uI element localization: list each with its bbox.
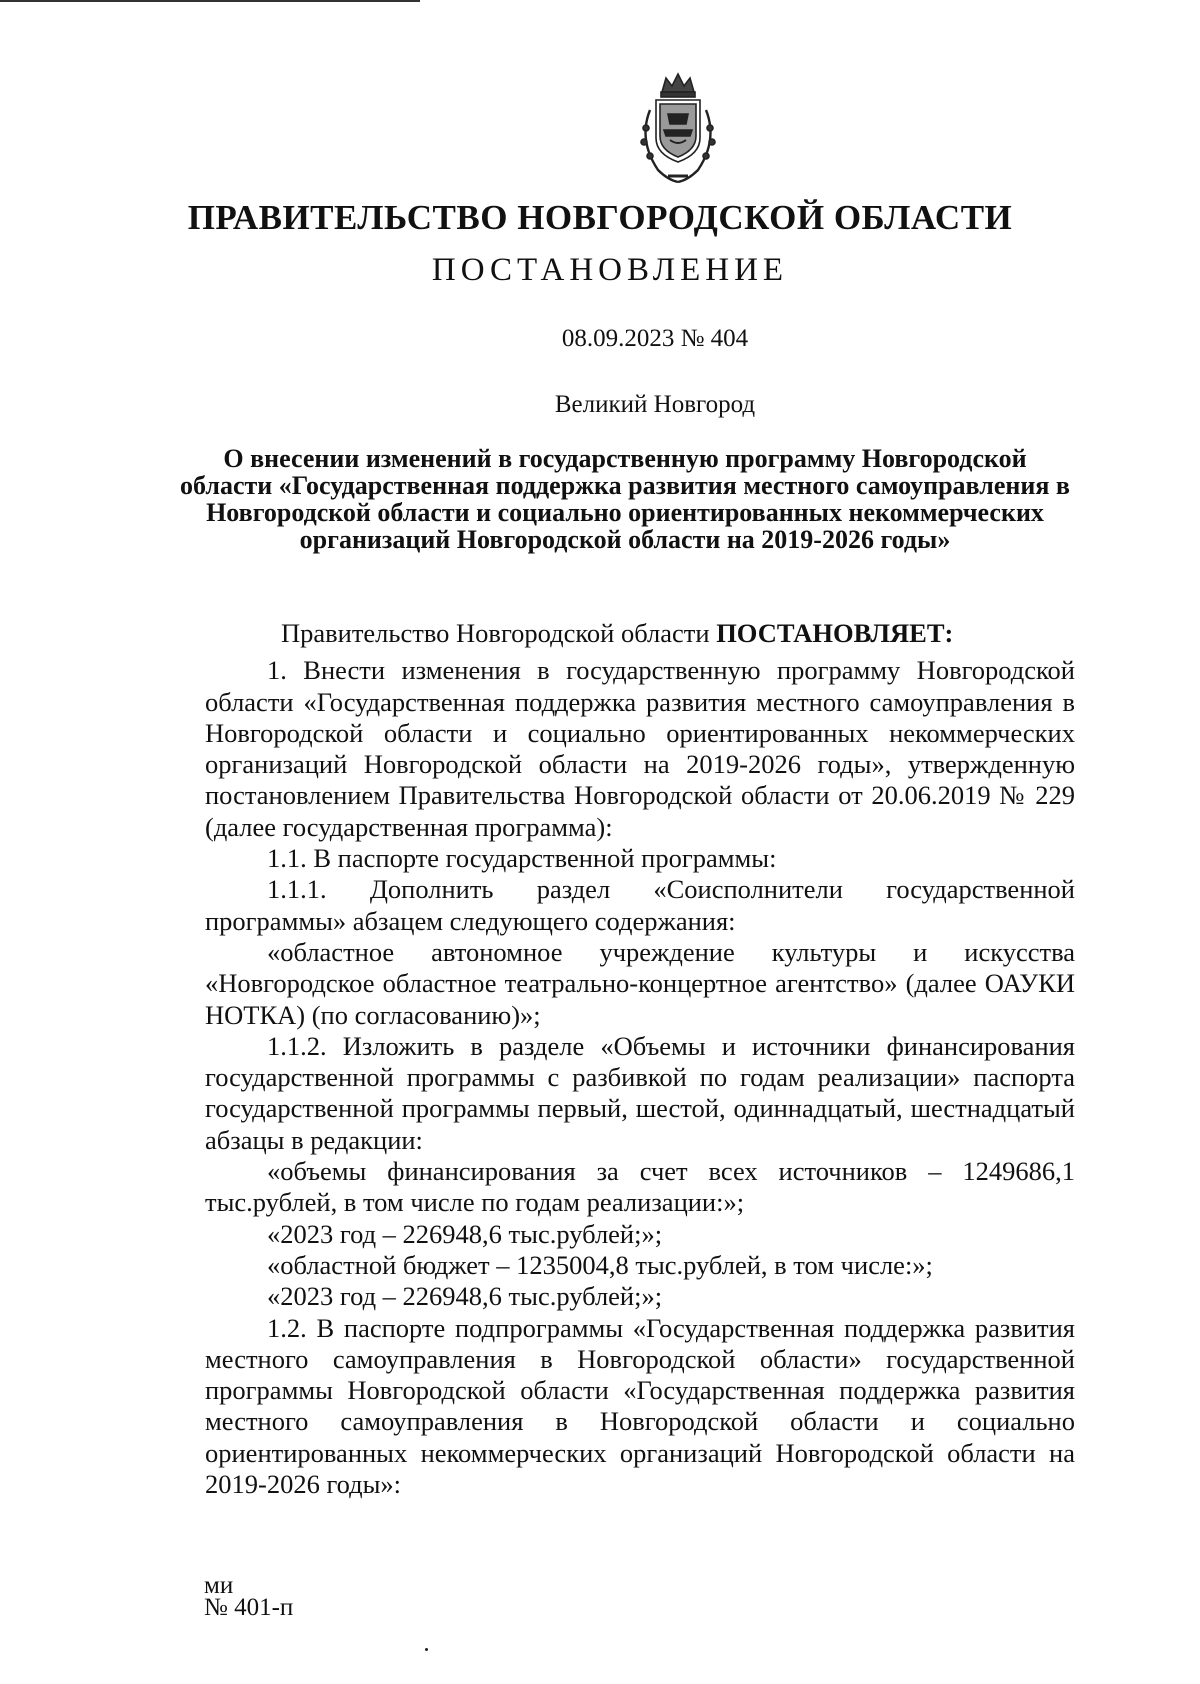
- paragraph-quote-regional-budget: «областной бюджет – 1235004,8 тыс.рублей, в том числе:»;: [267, 1249, 933, 1280]
- paragraph-quote-coexecutor: «областное автономное учреждение культуры и искусства «Новгородское областное театрально-концертное агентство» (далее ОАУКИ НОТКА) (по согласованию)»;: [205, 936, 1075, 1030]
- footer-number: № 401-п: [204, 1594, 294, 1621]
- preamble-emphasis: ПОСТАНОВЛЯЕТ:: [716, 618, 954, 648]
- paragraph-1-1-2: 1.1.2. Изложить в разделе «Объемы и источники финансирования государственной программы с разбивкой по годам реализации» паспорта государственной программы первый, шестой, одиннадцатый, шестнадцатый абзацы в редакции:: [205, 1030, 1075, 1155]
- paragraph-quote-2023-regional: «2023 год – 226948,6 тыс.рублей;»;: [267, 1281, 663, 1312]
- scan-dot: [425, 1648, 428, 1651]
- document-body: [205, 618, 1075, 1500]
- scan-edge-line: [0, 0, 420, 2]
- paragraph-1-2: 1.2. В паспорте подпрограммы «Государственная поддержка развития местного самоуправления в Новгородской области» государственной программы Новгородской области «Государственная поддержка развития местного самоуправления в Новгородской области и социально ориентированных некоммерческих организаций Новгородской области на 2019-2026 годы»:: [205, 1312, 1075, 1500]
- paragraph-quote-2023-total: «2023 год – 226948,6 тыс.рублей;»;: [267, 1218, 663, 1249]
- footer-initials: ми: [204, 1572, 234, 1599]
- paragraph-1: 1. Внести изменения в государственную программу Новгородской области «Государственная поддержка развития местного самоуправления в Новгородской области и социально ориентированных некоммерческих организаций Новгородской области на 2019-2026 годы», утвержденную постановлением Правительства Новгородской области от 20.06.2019 № 229 (далее государственная программа):: [205, 655, 1075, 842]
- document-type: ПОСТАНОВЛЕНИЕ: [431, 252, 789, 288]
- document-city: Великий Новгород: [554, 391, 756, 418]
- preamble: [205, 618, 1075, 649]
- paragraph-1-1-1: 1.1.1. Дополнить раздел «Соисполнители государственной программы» абзацем следующего содержания:: [205, 874, 1075, 936]
- government-title: ПРАВИТЕЛЬСТВО НОВГОРОДСКОЙ ОБЛАСТИ: [187, 198, 1013, 237]
- paragraph-quote-total-funding: «объемы финансирования за счет всех источников – 1249686,1 тыс.рублей, в том числе по годам реализации:»;: [205, 1156, 1075, 1218]
- coat-of-arms-emblem: [628, 70, 728, 188]
- footer-code: [204, 1572, 294, 1621]
- preamble-text: Правительство Новгородской области: [281, 618, 717, 648]
- paragraph-1-1: 1.1. В паспорте государственной программы:: [267, 843, 777, 874]
- document-date-number: 08.09.2023 № 404: [561, 325, 749, 352]
- document-subject: О внесении изменений в государственную программу Новгородской области «Государственная поддержка развития местного самоуправления в Новгородской области и социально ориентированных некоммерческих организаций Новгородской области на 2019-2026 годы»: [180, 444, 1070, 554]
